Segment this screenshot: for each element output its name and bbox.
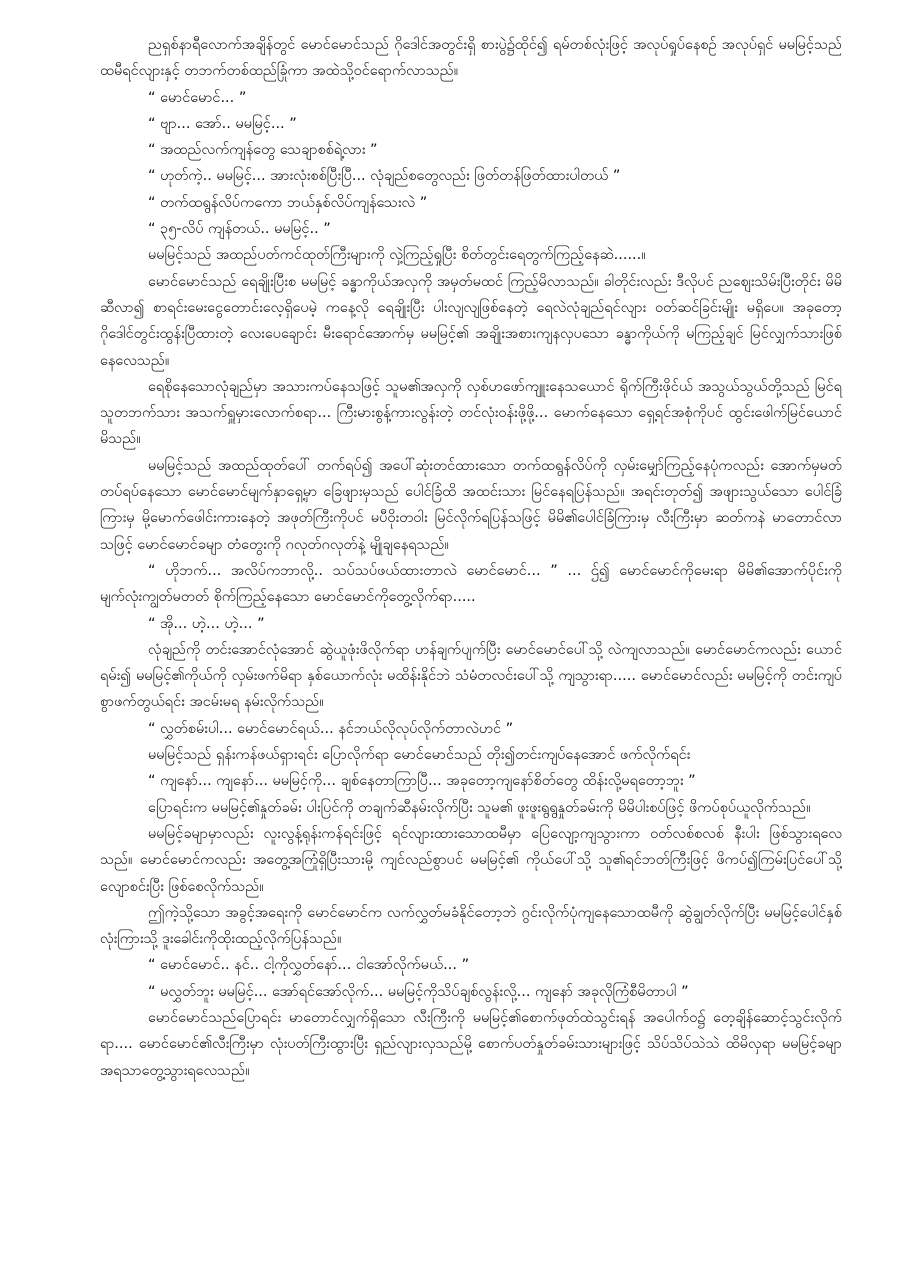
paragraph: လုံချည်ကို တင်းအောင်လုံအောင် ဆွဲယူဖုံးဖိလိုက်ရာ ဟန်ချက်ပျက်ပြီး မောင်မောင်ပေါ်သို့ လဲကျလာသည်။ မောင်မောင်ကလည်း ယောင်ရမ်း၍ မမမြင့်၏ကိုယ်ကို လှမ်းဖက်မိရာ နှစ်ယောက်လုံး မထိန်းနိုင်ဘဲ သံမံတလင်းပေါ်သို့ ကျသွားရာ..... မောင်မောင်လည်း မမမြင့်ကို တင်းကျပ်စွာဖက်တွယ်ရင်း အငမ်းမရ နမ်းလိုက်သည်။ [100, 641, 842, 711]
dialogue-line: “ မောင်မောင်... ” [148, 89, 247, 106]
paragraph: ပြောရင်းက မမမြင့်၏နှုတ်ခမ်း ပါးပြင်ကို တချက်ဆီနမ်းလိုက်ပြီး သူမ၏ ဖူးဖူးရွရွနှုတ်ခမ်းကို မိမိပါးစပ်ဖြင့် ဖိကပ်စုပ်ယူလိုက်သည်။ [148, 799, 811, 816]
dialogue-line: “ ဟုတ်ကဲ့.. မမမြင့်... အားလုံးစစ်ပြီးပြီ... လုံချည်စတွေလည်း ဖြတ်တန်ဖြတ်ထားပါတယ် ” [148, 168, 621, 185]
dialogue-line: “ မလွှတ်ဘူး မမမြင့်... အော်ရင်အော်လိုက်... မမမြင့်ကိုသိပ်ချစ်လွန်းလို့... ကျနော် အခုလိုကြံစီမိတာပါ ” [148, 983, 689, 1000]
paragraph: မမမြင့်သည် အထည်ပတ်ကင်ထုတ်ကြီးများကို လှဲ့ကြည့်ရှုပြီး စိတ်တွင်းရေတွက်ကြည့်နေဆဲ......။ [148, 247, 646, 264]
dialogue-line: “ ၃၅-လိပ် ကျန်တယ်.. မမမြင့်.. ” [148, 221, 331, 238]
paragraph: ညရှစ်နာရီလောက်အချိန်တွင် မောင်မောင်သည် ဂိုဒေါင်အတွင်းရှိ စားပွဲ၌ထိုင်၍ ရမ်တစ်လုံးဖြင့် အလုပ်ရှုပ်နေစဉ် အလုပ်ရှင် မမမြင့်သည် ထမီရင်လျားနှင့် တဘက်တစ်ထည်ခြုံကာ အထဲသို့ဝင်ရောက်လာသည်။ [100, 37, 842, 80]
paragraph: မောင်မောင်သည် ရေချိုးပြီးစ မမမြင့် ခန္ဓာကိုယ်အလှကို အမှတ်မထင် ကြည့်မိလာသည်။ ခါတိုင်းလည်း ဒီလိုပင် ညဈေးသိမ်းပြီးတိုင်း မိမိဆီလာ၍ စာရင်းမေးငွေတောင်းလေ့ရှိပေမဲ့ ကနေ့လို ရေချိုးပြီး ပါးလျလျဖြစ်နေတဲ့ ရေလဲလုံချည်ရင်လျား ဝတ်ဆင်ခြင်းမျိုး မရှိပေ။ အခုတော့ ဂိုဒေါင်တွင်းထွန်းပြီထားတဲ့ လေးပေချောင်း မီးရောင်အောက်မှ မမမြင့်၏ အချိုးအစားကျနလှပသော ခန္ဓာကိုယ်ကို မကြည့်ချင် မြင်လျှက်သားဖြစ်နေလေသည်။ [100, 273, 842, 369]
dialogue-line: “ ဗျာ... အော်.. မမမြင့်... ” [148, 115, 297, 132]
dialogue-line: “ ကျနော်... ကျနော်... မမမြင့်ကို... ချစ်နေတာကြာပြီ... အခုတော့ကျနော်စိတ်တွေ ထိန်းလို့မရတော့ဘူး ” [148, 773, 696, 790]
paragraph: မမမြင့်သည် အထည်ထုတ်ပေါ် တက်ရပ်၍ အပေါ်ဆုံးတင်ထားသော တက်ထရွန်လိပ်ကို လှမ်းမျှော်ကြည့်နေပုံကလည်း အောက်မှမတ်တပ်ရပ်နေသော မောင်မောင်မျက်နှာရှေ့မှာ ခြေဖျားမှသည် ပေါင်ခြံထိ အထင်းသား မြင်နေရပြန်သည်။ အရင်းတုတ်၍ အဖျားသွယ်သော ပေါင်ခြံကြားမှ မို့မောက်ဖေါင်းကားနေတဲ့ အဖုတ်ကြီးကိုပင် မပီဝိုးတဝါး မြင်လိုက်ရပြန်သဖြင့် မိမိ၏ပေါင်ခြံကြားမှ လီးကြီးမှာ ဆတ်ကနဲ မာတောင်လာသဖြင့် မောင်မောင်ခမျာ တံတွေးကို ဂလုတ်ဂလုတ်နဲ့ မျိုချနေရသည်။ [100, 457, 842, 553]
paragraph: ရေစိုနေသောလုံချည်မှာ အသားကပ်နေသဖြင့် သူမ၏အလှကို လှစ်ဟဖော်ကျူးနေသယောင် ရိုက်ကြီးဖိုင်ယ် အသွယ်သွယ်တို့သည် မြင်ရသူတဘက်သား အသက်ရှူမှားလောက်စရာ... ကြီးမားစွန့်ကားလွန်းတဲ့ တင်လုံးဝန်းဖို့ဖို့... မောက်နေသော ရှေ့ရင်အစုံကိုပင် ထွင်းဖေါက်မြင်ယောင်မိသည်။ [100, 378, 842, 448]
dialogue-line: “ အထည်လက်ကျန်တွေ သေချာစစ်ရဲ့လား ” [148, 142, 378, 159]
paragraph: မောင်မောင်သည်ပြောရင်း မာတောင်လျှက်ရှိသော လီးကြီးကို မမမြင့်၏စောက်ဖုတ်ထဲသွင်းရန် အပေါက်ဝ၌ တေ့ချိန်ဆောင့်သွင်းလိုက်ရာ.... မောင်မောင်၏လီးကြီးမှာ လုံးပတ်ကြီးထွားပြီး ရှည်လျားလှသည်မို့ စောက်ပတ်နှုတ်ခမ်းသားများဖြင့် သိပ်သိပ်သဲသဲ ထိမိလှရာ မမမြင့်ခမျာ အရသာတွေ့သွားရလေသည်။ [100, 1009, 842, 1079]
paragraph: မမမြင့်သည် ရှန်းကန်ဖယ်ရှားရင်း ပြောလိုက်ရာ မောင်မောင်သည် တိုး၍တင်းကျပ်နေအောင် ဖက်လိုက်ရင်း [148, 747, 691, 764]
paragraph: “ ဟိုဘက်... အလိပ်ကဘာလို့.. သပ်သပ်ဖယ်ထားတာလဲ မောင်မောင်... ” ... ဌ်၍ မောင်မောင်ကိုမေးရာ မိမိ၏အောက်ပိုင်းကို မျက်လုံးကျွတ်မတတ် စိုက်ကြည့်နေသော မောင်မောင်ကိုတွေ့လိုက်ရာ..... [100, 562, 842, 606]
paragraph: မမမြင့်ခမျာမှာလည်း လူးလွန့်ရုန်းကန်ရင်းဖြင့် ရင်လျားထားသောထမီမှာ ပြေလျော့ကျသွားကာ ဝတ်လစ်စလစ် နီးပါး ဖြစ်သွားရလေသည်။ မောင်မောင်ကလည်း အတွေ့အကြုံရှိပြီးသားမို့ ကျင်လည်စွာပင် မမမြင့်၏ ကိုယ်ပေါ်သို့ သူ၏ရင်ဘတ်ကြီးဖြင့် ဖိကပ်၍ကြမ်းပြင်ပေါ်သို့ လျောစင်းပြီး ဖြစ်စေလိုက်သည်။ [100, 825, 842, 895]
dialogue-line: “ အို... ဟဲ့... ဟဲ့... ” [148, 615, 265, 632]
dialogue-line: “ တက်ထရွန်လိပ်ကကော ဘယ်နှစ်လိပ်ကျန်သေးလဲ ” [148, 194, 428, 211]
paragraph: ဤကဲ့သို့သော အခွင့်အရေးကို မောင်မောင်က လက်လွှတ်မခံနိုင်တော့ဘဲ ဂွင်းလိုက်ပုံကျနေသောထမီကို ဆွဲချွတ်လိုက်ပြီး မမမြင့်ပေါင်နှစ်လုံးကြားသို့ ဒူးခေါင်းကိုထိုးထည့်လိုက်ပြန်သည်။ [100, 904, 842, 948]
dialogue-line: “ မောင်မောင်.. နင်.. ငါ့ကိုလွှတ်နော်... ငါအော်လိုက်မယ်... ” [148, 957, 470, 974]
dialogue-line: “ လွှတ်စမ်းပါ... မောင်မောင်ရယ်... နင်ဘယ်လိုလုပ်လိုက်တာလဲဟင် ” [148, 720, 514, 737]
